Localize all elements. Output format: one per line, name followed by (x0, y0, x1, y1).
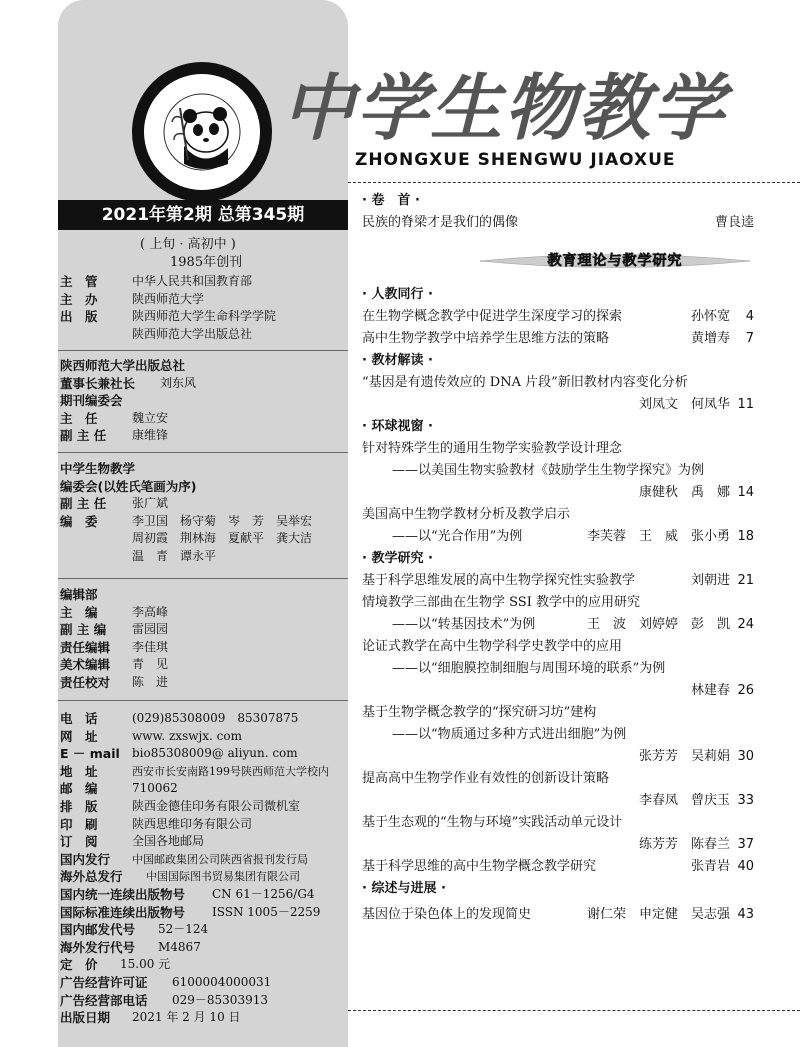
article-title: 民族的脊梁才是我们的偶像 (362, 215, 519, 230)
article-author: 张芳芳 吴莉娟 (638, 749, 730, 764)
article-page: 18 (737, 529, 754, 544)
header-divider (348, 182, 800, 183)
org-label: 主 管 (60, 274, 98, 289)
article-subtitle: ——以“转基因技术”为例 (392, 617, 536, 632)
info-label: 排 版 (60, 798, 98, 814)
article-subtitle: ——以“光合作用”为例 (392, 529, 523, 544)
article-author: 谢仁荣 申定健 吴志强 (586, 907, 730, 922)
editorial-value: 李高峰 (132, 604, 169, 619)
article-title: 基于生态观的“生物与环境”实践活动单元设计 (362, 815, 623, 830)
toc-entry[interactable] (362, 306, 754, 328)
article-page: 26 (737, 683, 754, 698)
info-value: (029)85308009 85307875 (132, 711, 299, 725)
info-value: 陕西思维印务有限公司 (132, 816, 253, 831)
info-label: 电 话 (60, 711, 98, 726)
toc-entry[interactable] (362, 768, 754, 812)
info-value: ISSN 1005－2259 (212, 904, 321, 919)
board-members-label: 编 委 (60, 513, 98, 529)
article-page: 7 (745, 331, 754, 346)
info-label: 地 址 (60, 763, 98, 779)
editorial-label: 副 主 编 (60, 622, 107, 637)
editorial-label: 责任校对 (60, 674, 111, 690)
edition-note: ( 上旬 · 高初中 ) (140, 237, 236, 252)
article-title: 高中生物学教学中培养学生思维方法的策略 (362, 331, 610, 346)
org-value: 陕西师范大学 (132, 291, 205, 306)
logo-ring-text (132, 62, 272, 202)
org-value: 中华人民共和国教育部 (132, 274, 253, 288)
toc-entry[interactable] (362, 592, 754, 636)
article-title: 提高高中生物学作业有效性的创新设计策略 (362, 771, 610, 786)
section-heading: · 环球视窗 · (362, 419, 433, 434)
article-page: 33 (737, 793, 754, 808)
org-label: 出 版 (60, 309, 98, 324)
preface-heading: · 卷 首 · (362, 193, 420, 208)
info-block (60, 710, 329, 1027)
article-page: 40 (737, 859, 754, 874)
committee-heading: 期刊编委会 (60, 393, 123, 408)
info-value: 15.00 元 (120, 957, 171, 972)
info-value: 西安市长安南路199号陕西师范大学校内 (132, 764, 329, 778)
article-subtitle: ——以美国生物实验教材《鼓励学生生物学探究》为例 (392, 463, 705, 478)
info-value: 中国邮政集团公司陕西省报刊发行局 (132, 852, 308, 866)
org-label: 主 办 (60, 291, 98, 307)
board-heading: 编委会(以姓氏笔画为序) (60, 478, 197, 494)
info-label: E － mail (60, 746, 120, 762)
article-author: 康健秋 禹 娜 (638, 485, 730, 500)
article-title: 基于科学思维发展的高中生物学探究性实验教学 (362, 573, 636, 588)
masthead-pinyin: ZHONGXUE SHENGWU JIAOXUE (355, 150, 676, 170)
article-page: 11 (737, 397, 754, 412)
info-value: bio85308009@ aliyun. com (132, 746, 298, 761)
toc-entry[interactable] (362, 812, 754, 856)
info-value: 029－85303913 (172, 992, 268, 1007)
chairman-label: 董事长兼社长 (60, 375, 136, 391)
info-value: M4867 (158, 939, 201, 954)
article-title: 针对特殊学生的通用生物学实验教学设计理念 (362, 441, 623, 456)
editorial-label: 主 编 (60, 604, 98, 620)
section-heading: · 教材解读 · (362, 353, 433, 368)
info-label: 国际标准连续出版物号 (60, 904, 186, 920)
article-author: 黄增寿 (690, 331, 730, 346)
editorial-heading: 编辑部 (60, 587, 98, 602)
chairman-name: 刘东风 (160, 375, 197, 390)
article-author: 刘朝进 (690, 573, 730, 588)
article-title: 基因位于染色体上的发现简史 (362, 907, 532, 922)
info-label: 网 址 (60, 728, 98, 744)
toc-entry[interactable] (362, 438, 754, 504)
board-journal: 中学生物教学 (60, 461, 136, 476)
banner-title: 教育理论与教学研究 (547, 253, 683, 269)
info-value: 陕西金德佳印务有限公司微机室 (132, 798, 301, 813)
vice-director-label: 副 主 任 (60, 428, 107, 443)
info-value: 中国国际图书贸易集团有限公司 (146, 870, 300, 884)
toc-entry[interactable] (362, 504, 754, 548)
info-value: 全国各地邮局 (132, 834, 205, 849)
editorial-value: 雷园园 (132, 622, 169, 636)
info-value: 710062 (132, 781, 178, 796)
info-label: 印 刷 (60, 816, 98, 832)
svg-text:中学生物教学 (165, 73, 238, 97)
editorial-value: 李佳琪 (132, 639, 169, 654)
info-label: 国内统一连续出版物号 (60, 886, 186, 902)
article-page: 21 (737, 573, 754, 588)
article-author: 王 波 刘婷婷 彭 凯 (586, 617, 730, 632)
info-value: 2021 年 2 月 10 日 (132, 1010, 241, 1025)
section-heading: · 教学研究 · (362, 551, 433, 566)
sidebar-divider (58, 452, 348, 453)
article-subtitle: ——以“物质通过多种方式进出细胞”为例 (392, 727, 627, 742)
editorial-value: 青 见 (132, 657, 169, 671)
article-author: 曹良逵 (714, 215, 754, 230)
article-page: 14 (737, 485, 754, 500)
article-page: 43 (737, 907, 754, 922)
editorial-value: 陈 进 (132, 674, 169, 689)
vice-director-name: 康维锋 (132, 428, 169, 442)
toc-entry[interactable] (362, 372, 754, 416)
info-label: 邮 编 (60, 781, 98, 797)
director-name: 魏立安 (132, 410, 169, 425)
sidebar-divider (58, 578, 348, 579)
info-label: 国内发行 (60, 851, 111, 867)
article-page: 4 (745, 309, 754, 324)
info-label: 订 阅 (60, 834, 98, 850)
svg-text:TEACHING OF MIDDLE SCHOOL BIOL (144, 134, 260, 190)
article-title: “基因是有遗传效应的 DNA 片段”新旧教材内容变化分析 (362, 375, 688, 390)
article-title: 在生物学概念教学中促进学生深度学习的探索 (362, 309, 623, 324)
article-author: 张青岩 (690, 859, 730, 874)
masthead-title: 中学生物教学 (282, 65, 727, 150)
sidebar-divider (58, 700, 348, 701)
article-author: 李春凤 曾庆玉 (638, 793, 730, 808)
article-title: 情境教学三部曲在生物学 SSI 教学中的应用研究 (362, 595, 640, 610)
article-author: 练芳芳 陈春兰 (638, 837, 730, 852)
info-label: 定 价 (60, 957, 98, 973)
toc-entry[interactable] (362, 702, 754, 768)
org-value: 陕西师范大学生命科学学院 (132, 309, 277, 323)
org-value: 陕西师范大学出版总社 (132, 326, 253, 341)
toc-entry[interactable] (362, 328, 754, 350)
article-page: 24 (737, 617, 754, 632)
article-title: 基于生物学概念教学的“探究研习坊”建构 (362, 705, 597, 720)
footer-divider (348, 1010, 800, 1011)
editorial-block (60, 586, 168, 691)
sidebar-divider (58, 350, 348, 351)
info-value: 6100004000031 (172, 974, 272, 989)
press-heading: 陕西师范大学出版总社 (60, 358, 186, 373)
issue-number: 2021年第2期 总第345期 (58, 200, 348, 230)
toc-entry[interactable] (362, 904, 754, 926)
toc-entry[interactable] (362, 570, 754, 592)
org-label (60, 326, 132, 344)
board-members-line: 周初霞 荆林海 夏献平 龚大洁 (132, 531, 313, 545)
board-vice-name: 张广斌 (132, 496, 169, 510)
article-author: 刘凤文 何凤华 (638, 397, 730, 412)
board-block (60, 460, 312, 565)
board-members-line: 温 青 谭永平 (132, 548, 217, 563)
info-label: 广告经营部电话 (60, 992, 148, 1008)
journal-logo (132, 62, 272, 202)
preface-block (362, 190, 754, 234)
info-label: 国内邮发代号 (60, 922, 136, 938)
article-page: 37 (737, 837, 754, 852)
article-author: 孙怀宽 (690, 309, 730, 324)
press-block (60, 357, 196, 445)
info-label: 广告经营许可证 (60, 974, 148, 990)
info-label: 海外总发行 (60, 869, 123, 885)
logo-en-text: TEACHING OF MIDDLE SCHOOL BIOLOGY (144, 134, 260, 191)
logo-cn-text: 中学生物教学 (165, 73, 239, 98)
toc-entry[interactable] (362, 212, 754, 234)
info-label: 海外发行代号 (60, 939, 136, 955)
article-title: 美国高中生物学教材分析及教学启示 (362, 507, 571, 522)
board-members-line: 李卫国 杨守菊 岑 芳 吴举宏 (132, 513, 313, 528)
section-heading: · 综述与进展 · (362, 881, 446, 896)
founded-note: 1985年创刊 (170, 255, 243, 270)
info-value: CN 61－1256/G4 (212, 886, 315, 901)
toc-entry[interactable] (362, 636, 754, 702)
editorial-label: 美术编辑 (60, 657, 111, 672)
article-title: 论证式教学在高中生物学科学史教学中的应用 (362, 639, 623, 654)
article-page: 30 (737, 749, 754, 764)
director-label: 主 任 (60, 410, 98, 426)
editorial-label: 责任编辑 (60, 639, 111, 655)
toc-body (362, 284, 754, 926)
info-value: www. zxswjx. com (132, 728, 242, 743)
board-vice-label: 副 主 任 (60, 496, 107, 511)
section-banner (480, 250, 750, 272)
article-title: 基于科学思维的高中生物学概念教学研究 (362, 859, 597, 874)
toc-entry[interactable] (362, 856, 754, 878)
article-author: 林建春 (690, 683, 730, 698)
article-author: 李芙蓉 王 威 张小勇 (586, 529, 730, 544)
org-list (60, 273, 276, 343)
section-heading: · 人教同行 · (362, 287, 433, 302)
article-subtitle: ——以“细胞膜控制细胞与周围环境的联系”为例 (392, 661, 666, 676)
info-value: 52－124 (158, 922, 209, 937)
info-label: 出版日期 (60, 1010, 111, 1026)
